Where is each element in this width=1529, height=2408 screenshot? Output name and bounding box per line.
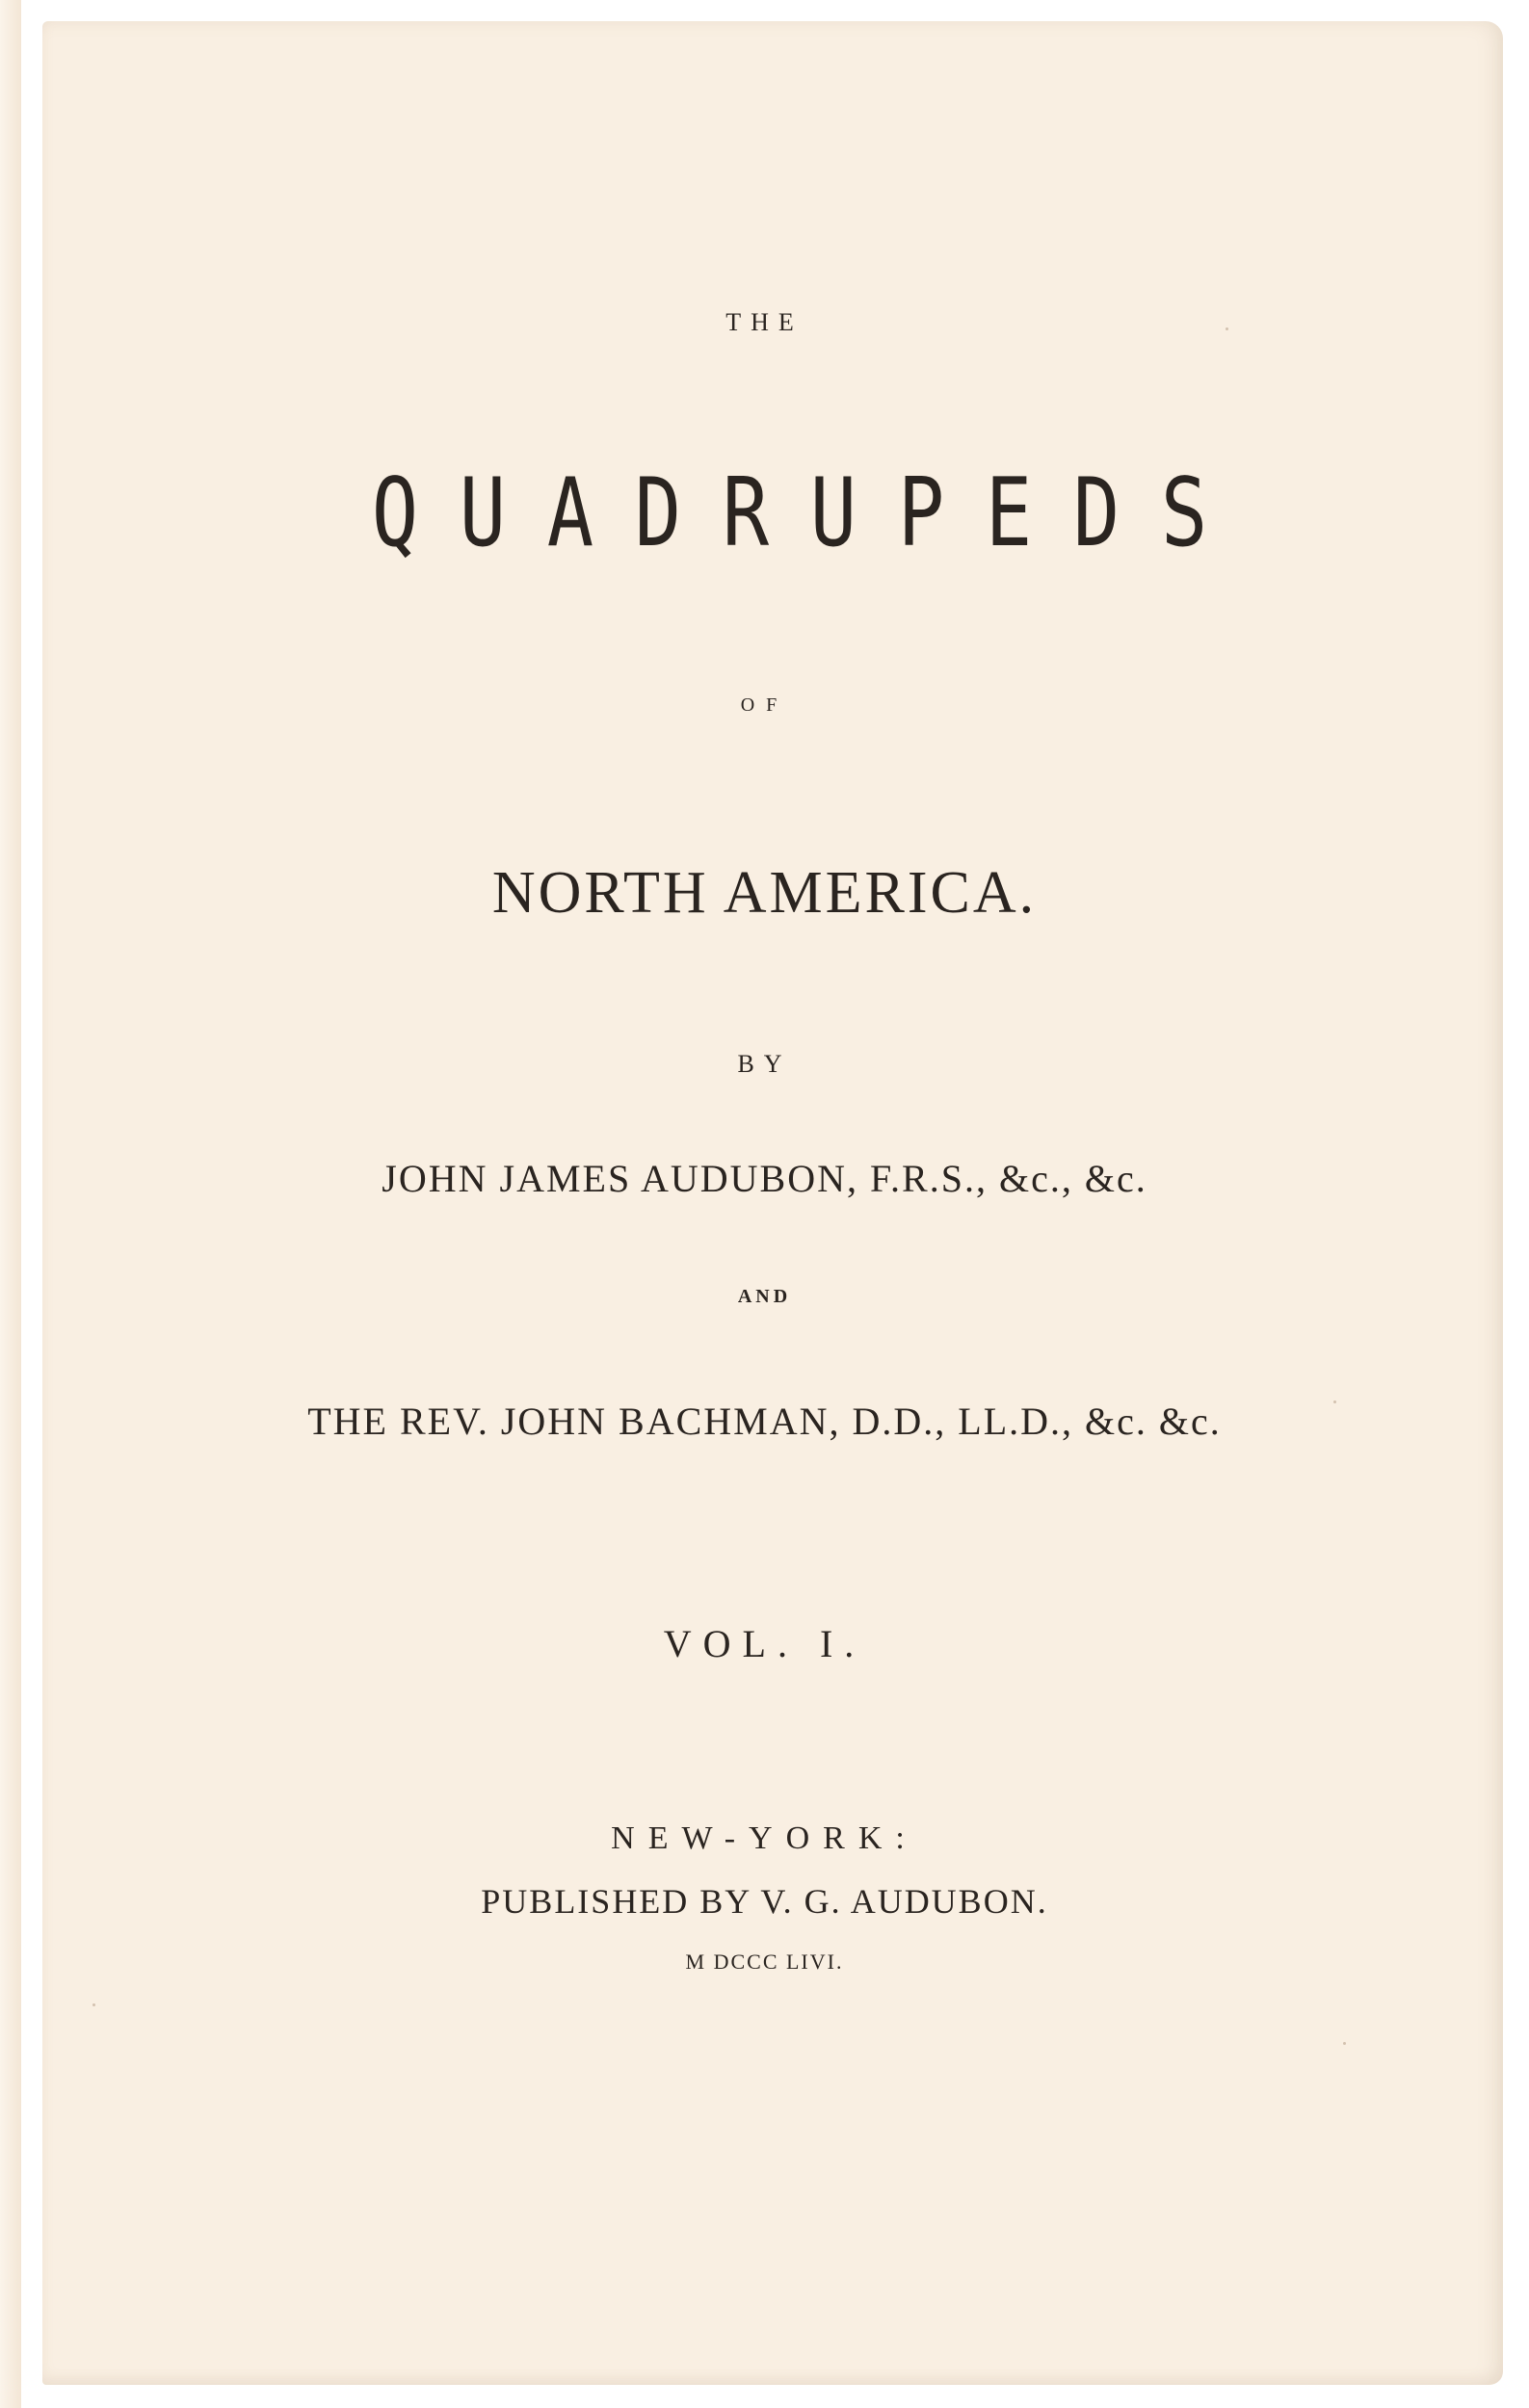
previous-page-edge xyxy=(0,0,21,2408)
title-subject: NORTH AMERICA. xyxy=(491,860,1038,926)
author-conjunction: AND xyxy=(737,1286,792,1307)
author-primary: JOHN JAMES AUDUBON, F.R.S., &c., &c. xyxy=(382,1157,1147,1200)
title-page xyxy=(42,21,1503,2385)
publication-year: M DCCC LIVI. xyxy=(685,1950,844,1974)
publication-place: NEW-YORK: xyxy=(611,1820,918,1856)
paper-speck xyxy=(92,2003,95,2006)
paper-speck xyxy=(1343,2042,1346,2045)
publisher-line: PUBLISHED BY V. G. AUDUBON. xyxy=(481,1882,1048,1921)
author-secondary: THE REV. JOHN BACHMAN, D.D., LL.D., &c. &c. xyxy=(307,1400,1222,1443)
title-preposition: OF xyxy=(740,694,789,716)
byline-label: BY xyxy=(737,1050,792,1078)
book-title: QUADRUPEDS xyxy=(371,458,1249,568)
volume-number: VOL. I. xyxy=(663,1622,866,1665)
title-article: THE xyxy=(725,308,804,336)
